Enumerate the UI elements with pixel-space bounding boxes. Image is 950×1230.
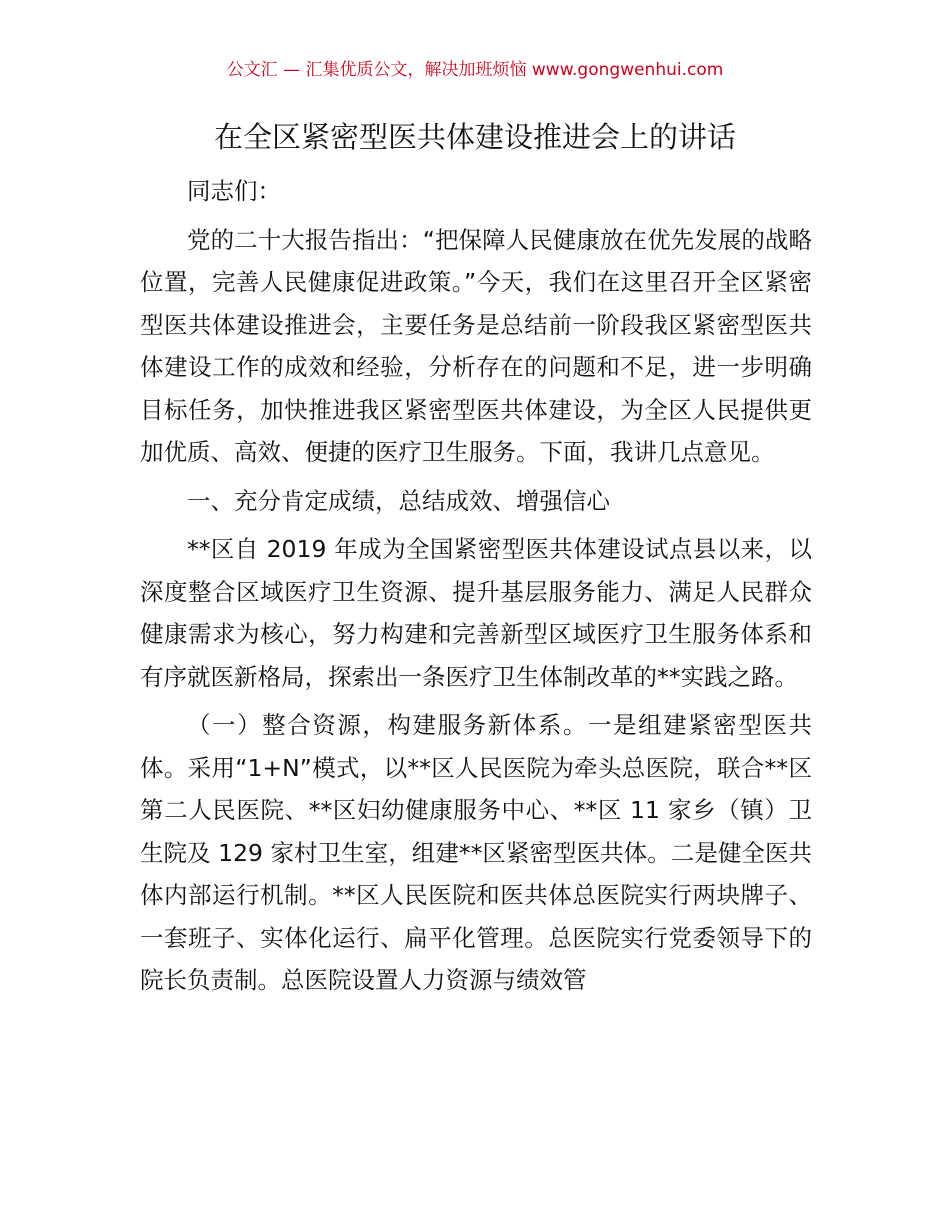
document-title: 在全区紧密型医共体建设推进会上的讲话 [213, 120, 736, 154]
salutation: 同志们： [187, 177, 281, 205]
paragraph-achievements: **区自 2019 年成为全国紧密型医共体建设试点县以来，以深度整合区域医疗卫生资源、提升基层服务能力、满足人民群众健康需求为核心，努力构建和完善新型区域医疗卫生服务体系和有序就医新格局，探索出一条医疗卫生体制改革的**实践之路。 [140, 535, 812, 691]
paragraph-subsection-1: （一）整合资源，构建服务新体系。一是组建紧密型医共体。采用“1+N”模式，以**区人民医院为牵头总医院，联合**区第二人民医院、**区妇幼健康服务中心、**区 11 家乡（镇）卫生院及 129 家村卫生室，组建**区紧密型医共体。二是健全医共体内部运行机制。**区人民医院和医共体总医院实行两块牌子、一套班子、实体化运行、扁平化管理。总医院实行党委领导下的院长负责制。总医院设置人力资源与绩效管 [140, 711, 812, 994]
document-body [140, 170, 812, 1002]
header-banner: 公文汇 — 汇集优质公文，解决加班烦恼 www.gongwenhui.com [226, 60, 724, 80]
paragraph-intro: 党的二十大报告指出：“把保障人民健康放在优先发展的战略位置，完善人民健康促进政策。”今天，我们在这里召开全区紧密型医共体建设推进会，主要任务是总结前一阶段我区紧密型医共体建设工作的成效和经验，分析存在的问题和不足，进一步明确目标任务，加快推进我区紧密型医共体建设，为全区人民提供更加优质、高效、便捷的医疗卫生服务。下面，我讲几点意见。 [140, 225, 812, 466]
section-heading-1: 一、充分肯定成绩，总结成效、增强信心 [187, 486, 610, 515]
